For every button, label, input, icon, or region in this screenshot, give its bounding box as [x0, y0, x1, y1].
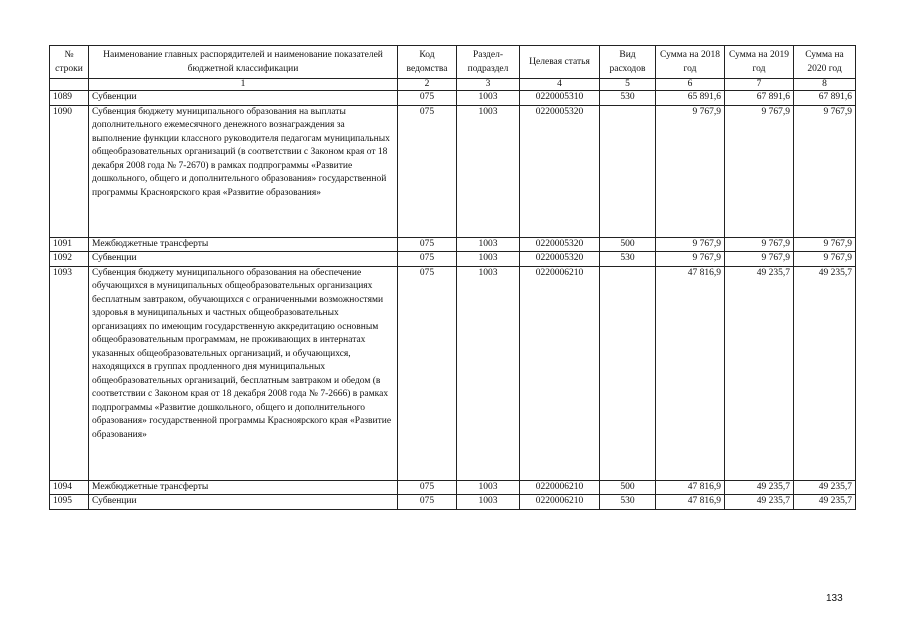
- row-target-article: 0220005320: [520, 252, 600, 267]
- row-section: 1003: [457, 91, 520, 106]
- row-number: 1095: [50, 495, 89, 510]
- row-target-article: 0220005310: [520, 91, 600, 106]
- column-number: [50, 79, 89, 91]
- row-target-article: 0220006210: [520, 266, 600, 480]
- row-number: 1094: [50, 480, 89, 495]
- row-department-code: 075: [398, 495, 457, 510]
- column-number: 2: [398, 79, 457, 91]
- row-number: 1090: [50, 105, 89, 237]
- row-expense-type: 530: [600, 91, 656, 106]
- header-expense-type: Вид расходов: [600, 46, 656, 79]
- page-number: 133: [826, 593, 843, 604]
- row-section: 1003: [457, 105, 520, 237]
- row-sum-2020: 49 235,7: [794, 495, 856, 510]
- table-row: [50, 495, 856, 510]
- row-sum-2019: 9 767,9: [725, 237, 794, 252]
- table-row: [50, 237, 856, 252]
- column-number: 4: [520, 79, 600, 91]
- row-number: 1092: [50, 252, 89, 267]
- row-department-code: 075: [398, 252, 457, 267]
- row-number: 1093: [50, 266, 89, 480]
- row-department-code: 075: [398, 237, 457, 252]
- row-expense-type: [600, 266, 656, 480]
- row-sum-2019: 49 235,7: [725, 480, 794, 495]
- row-section: 1003: [457, 237, 520, 252]
- row-number: 1089: [50, 91, 89, 106]
- row-expense-type: 500: [600, 480, 656, 495]
- column-number: 3: [457, 79, 520, 91]
- row-expense-type: 500: [600, 237, 656, 252]
- header-sum-2020: Сумма на 2020 год: [794, 46, 856, 79]
- row-sum-2018: 9 767,9: [656, 105, 725, 237]
- budget-table: [49, 45, 856, 510]
- row-sum-2020: 9 767,9: [794, 237, 856, 252]
- row-target-article: 0220005320: [520, 105, 600, 237]
- row-name: Субвенция бюджету муниципального образования на обеспечение обучающихся в муниципальных общеобразовательных организациях бесплатным завтраком, обучающихся с ограниченными возможностями здоровья в муниципальных и частных общеобразовательных организациях по имеющим государственную аккредитацию основным общеобразовательным программам, не проживающих в интернатах указанных общеобразовательных организаций, и обучающихся, находящихся в группах продленного дня муниципальных общеобразовательных организаций, бесплатным завтраком и обедом (в соответствии с Законом края от 18 декабря 2008 года № 7-2666) в рамках подпрограммы «Развитие дошкольного, общего и дополнительного образования» государственной программы Красноярского края «Развитие образования»: [89, 266, 398, 480]
- row-sum-2018: 47 816,9: [656, 495, 725, 510]
- column-number: 1: [89, 79, 398, 91]
- row-sum-2019: 9 767,9: [725, 105, 794, 237]
- row-name: Межбюджетные трансферты: [89, 237, 398, 252]
- row-expense-type: 530: [600, 252, 656, 267]
- row-name: Межбюджетные трансферты: [89, 480, 398, 495]
- row-sum-2018: 9 767,9: [656, 252, 725, 267]
- column-number: 5: [600, 79, 656, 91]
- row-sum-2020: 49 235,7: [794, 480, 856, 495]
- table-row: [50, 105, 856, 237]
- column-number: 8: [794, 79, 856, 91]
- row-sum-2019: 49 235,7: [725, 266, 794, 480]
- row-sum-2019: 67 891,6: [725, 91, 794, 106]
- row-sum-2018: 47 816,9: [656, 266, 725, 480]
- row-section: 1003: [457, 495, 520, 510]
- row-name: Субвенции: [89, 91, 398, 106]
- header-name: Наименование главных распорядителей и наименование показателей бюджетной классификации: [89, 46, 398, 79]
- header-row: [50, 46, 856, 79]
- row-section: 1003: [457, 266, 520, 480]
- row-sum-2019: 49 235,7: [725, 495, 794, 510]
- row-name: Субвенция бюджету муниципального образования на выплаты дополнительного ежемесячного денежного вознаграждения за выполнение функции классного руководителя педагогам муниципальных общеобразовательных организаций (в соответствии с Законом края от 18 декабря 2008 года № 7-2670) в рамках подпрограммы «Развитие дошкольного, общего и дополнительного образования» государственной программы Красноярского края «Развитие образования»: [89, 105, 398, 237]
- header-target-article: Целевая статья: [520, 46, 600, 79]
- row-department-code: 075: [398, 91, 457, 106]
- table-row: [50, 252, 856, 267]
- row-expense-type: 530: [600, 495, 656, 510]
- table-row: [50, 91, 856, 106]
- column-number: 7: [725, 79, 794, 91]
- row-sum-2018: 65 891,6: [656, 91, 725, 106]
- header-section: Раздел-подраздел: [457, 46, 520, 79]
- header-row-number: № строки: [50, 46, 89, 79]
- table-row: [50, 266, 856, 480]
- row-sum-2020: 67 891,6: [794, 91, 856, 106]
- header-sum-2019: Сумма на 2019 год: [725, 46, 794, 79]
- row-sum-2020: 9 767,9: [794, 252, 856, 267]
- row-department-code: 075: [398, 266, 457, 480]
- row-number: 1091: [50, 237, 89, 252]
- row-name: Субвенции: [89, 495, 398, 510]
- column-number-row: [50, 79, 856, 91]
- row-department-code: 075: [398, 480, 457, 495]
- row-target-article: 0220005320: [520, 237, 600, 252]
- header-sum-2018: Сумма на 2018 год: [656, 46, 725, 79]
- row-sum-2018: 47 816,9: [656, 480, 725, 495]
- row-department-code: 075: [398, 105, 457, 237]
- row-section: 1003: [457, 480, 520, 495]
- row-expense-type: [600, 105, 656, 237]
- table-row: [50, 480, 856, 495]
- column-number: 6: [656, 79, 725, 91]
- row-sum-2020: 9 767,9: [794, 105, 856, 237]
- row-sum-2020: 49 235,7: [794, 266, 856, 480]
- row-target-article: 0220006210: [520, 480, 600, 495]
- row-sum-2019: 9 767,9: [725, 252, 794, 267]
- row-target-article: 0220006210: [520, 495, 600, 510]
- row-name: Субвенции: [89, 252, 398, 267]
- header-department-code: Код ведомства: [398, 46, 457, 79]
- row-sum-2018: 9 767,9: [656, 237, 725, 252]
- row-section: 1003: [457, 252, 520, 267]
